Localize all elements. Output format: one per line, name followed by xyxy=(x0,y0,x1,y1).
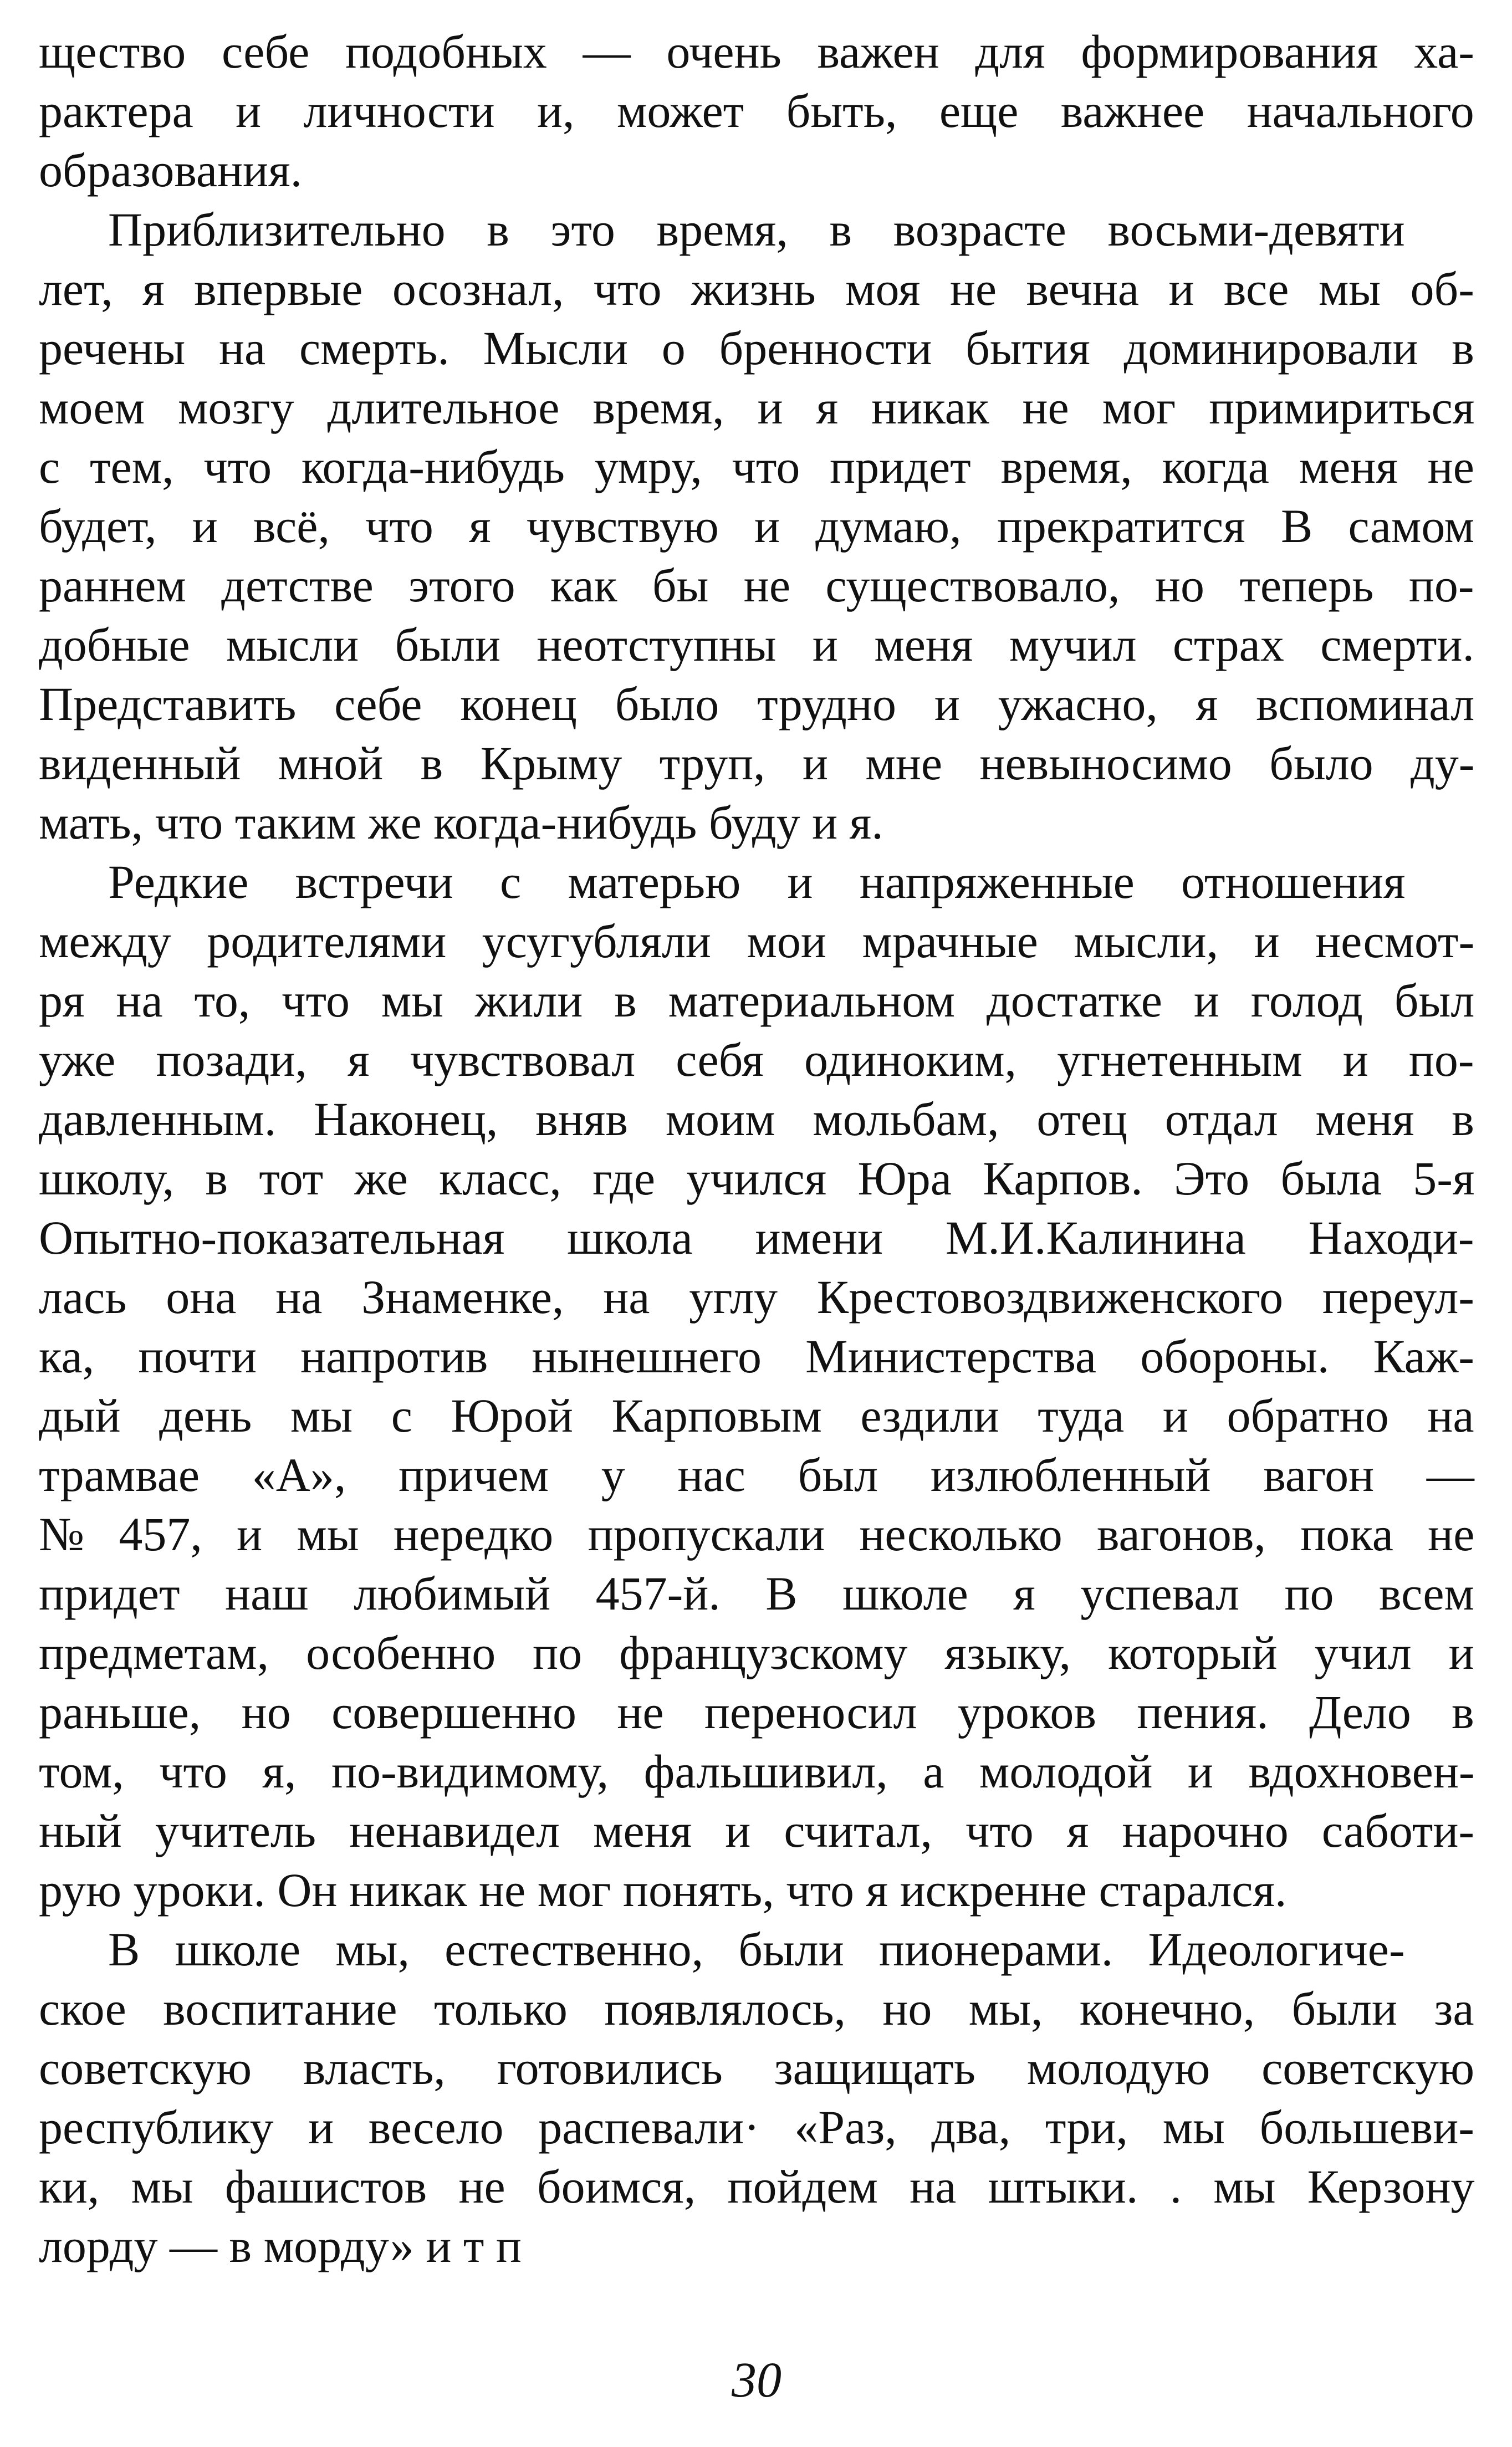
text-line: том, что я, по-видимому, фальшивил, а молодой и вдохновен- xyxy=(39,1745,1475,1798)
text-line: № 457, и мы нередко пропускали несколько вагонов, пока не xyxy=(39,1508,1475,1561)
text-line: речены на смерть. Мысли о бренности бытия доминировали в xyxy=(39,321,1474,375)
text-line: с тем, что когда-нибудь умру, что придет время, когда меня не xyxy=(39,440,1474,493)
text-line: щество себе подобных — очень важен для формирования ха- xyxy=(39,25,1474,78)
text-body xyxy=(39,22,1474,2276)
text-line: Редкие встречи с матерью и напряженные отношения xyxy=(108,855,1406,908)
text-line: моем мозгу длительное время, и я никак не мог примириться xyxy=(39,381,1475,434)
text-line: трамвае «А», причем у нас был излюбленный вагон — xyxy=(39,1448,1474,1501)
paragraph xyxy=(39,852,1474,1920)
text-line: В школе мы, естественно, были пионерами. Идеологиче- xyxy=(108,1923,1405,1976)
text-line: Приблизительно в это время, в возрасте восьми-девяти xyxy=(108,203,1405,256)
text-line: уже позади, я чувствовал себя одиноким, угнетенным и по- xyxy=(39,1033,1474,1086)
text-line: добные мысли были неотступны и меня мучил страх смерти. xyxy=(39,618,1474,671)
text-line: ка, почти напротив нынешнего Министерства обороны. Каж- xyxy=(39,1330,1474,1383)
text-line: ря на то, что мы жили в материальном достатке и голод был xyxy=(39,974,1475,1027)
text-line: между родителями усугубляли мои мрачные мысли, и несмот- xyxy=(39,915,1475,968)
text-line: ный учитель ненавидел меня и считал, что я нарочно саботи- xyxy=(39,1804,1475,1857)
text-line: лась она на Знаменке, на углу Крестовоздвиженского переул- xyxy=(39,1270,1474,1324)
text-line: мать, что таким же когда-нибудь буду и я. xyxy=(39,796,883,849)
text-line: раньше, но совершенно не переносил уроков пения. Дело в xyxy=(39,1685,1474,1739)
text-line: лет, я впервые осознал, что жизнь моя не вечна и все мы об- xyxy=(39,262,1474,315)
text-line: рую уроки. Он никак не мог понять, что я искренне старался. xyxy=(39,1863,1287,1917)
paragraph xyxy=(39,1920,1474,2276)
page-number: 30 xyxy=(732,2353,781,2408)
text-line: Представить себе конец было трудно и ужасно, я вспоминал xyxy=(39,677,1475,730)
text-line: рактера и личности и, может быть, еще важнее начального xyxy=(39,84,1474,137)
text-line: Опытно-показательная школа имени М.И.Калинина Находи- xyxy=(39,1211,1474,1264)
text-line: ки, мы фашистов не боимся, пойдем на штыки. . мы Керзону xyxy=(39,2160,1475,2213)
text-line: лорду — в морду» и т п xyxy=(39,2219,522,2272)
text-line: образования. xyxy=(39,144,303,197)
text-line: республику и весело распевали· «Раз, два, три, мы большеви- xyxy=(39,2101,1474,2154)
text-line: раннем детстве этого как бы не существовало, но теперь по- xyxy=(39,559,1474,612)
paragraph xyxy=(39,200,1474,852)
book-page xyxy=(39,22,1474,2428)
text-line: школу, в тот же класс, где учился Юра Карпов. Это была 5-я xyxy=(39,1152,1475,1205)
text-line: виденный мной в Крыму труп, и мне невыносимо было ду- xyxy=(39,737,1475,790)
text-line: ское воспитание только появлялось, но мы, конечно, были за xyxy=(39,1982,1474,2035)
text-line: дый день мы с Юрой Карповым ездили туда и обратно на xyxy=(39,1389,1474,1442)
text-line: советскую власть, готовились защищать молодую советскую xyxy=(39,2041,1475,2094)
text-line: предметам, особенно по французскому языку, который учил и xyxy=(39,1626,1474,1679)
text-line: давленным. Наконец, вняв моим мольбам, отец отдал меня в xyxy=(39,1092,1474,1146)
text-line: придет наш любимый 457-й. В школе я успевал по всем xyxy=(39,1567,1474,1620)
paragraph xyxy=(39,22,1474,200)
text-line: будет, и всё, что я чувствую и думаю, прекратится В самом xyxy=(39,499,1475,553)
